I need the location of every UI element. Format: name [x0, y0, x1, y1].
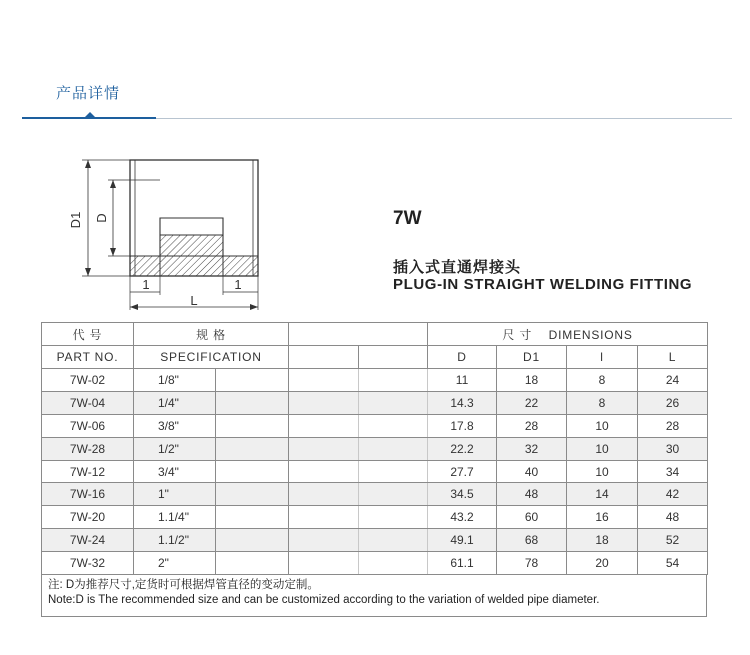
spec-cell: 2" [134, 552, 216, 575]
blank-cell [289, 506, 359, 529]
blank-cell [359, 552, 428, 575]
table-row [42, 369, 708, 392]
d1-cell: 22 [497, 391, 567, 414]
spec-blank-cell [216, 414, 289, 437]
blank-cell [359, 391, 428, 414]
part-no-cell: 7W-16 [42, 483, 134, 506]
table-row [42, 552, 708, 575]
spec-cell: 1/8" [134, 369, 216, 392]
spec-cell: 3/4" [134, 460, 216, 483]
spec-blank-cell [216, 529, 289, 552]
dimension-l-small-right-label: 1 [234, 277, 242, 292]
spec-cell: 1/2" [134, 437, 216, 460]
spec-blank-cell [216, 506, 289, 529]
blank-cell [359, 529, 428, 552]
spec-blank-cell [216, 483, 289, 506]
blank-cell [359, 369, 428, 392]
header-dimensions [428, 323, 708, 346]
header-part-no: PART NO. [42, 346, 134, 369]
header-blank-2 [359, 346, 428, 369]
header-code-cn: 代 号 [42, 323, 134, 346]
part-no-cell: 7W-32 [42, 552, 134, 575]
blank-cell [359, 506, 428, 529]
l-small-cell: 10 [567, 414, 638, 437]
l-cell: 54 [638, 552, 708, 575]
table-row [42, 529, 708, 552]
tab-underline-accent [22, 117, 156, 119]
table-row [42, 414, 708, 437]
spec-cell: 1/4" [134, 391, 216, 414]
dimension-l-small-label: 1 [142, 277, 150, 292]
spec-blank-cell [216, 460, 289, 483]
blank-cell [289, 414, 359, 437]
section-tab-label[interactable]: 产品详情 [56, 84, 121, 102]
fitting-drawing [60, 150, 270, 315]
product-code: 7W [393, 208, 422, 229]
spec-cell: 1.1/2" [134, 529, 216, 552]
part-no-cell: 7W-24 [42, 529, 134, 552]
l-small-cell: 16 [567, 506, 638, 529]
table-row [42, 483, 708, 506]
l-small-cell: 8 [567, 391, 638, 414]
d1-cell: 40 [497, 460, 567, 483]
fitting-section-hatch [130, 235, 258, 276]
l-small-cell: 8 [567, 369, 638, 392]
header-spec-cn: 规 格 [134, 323, 289, 346]
l-small-cell: 14 [567, 483, 638, 506]
d1-cell: 60 [497, 506, 567, 529]
l-small-cell: 10 [567, 437, 638, 460]
part-no-cell: 7W-20 [42, 506, 134, 529]
l-cell: 52 [638, 529, 708, 552]
part-no-cell: 7W-12 [42, 460, 134, 483]
d-cell: 61.1 [428, 552, 497, 575]
part-no-cell: 7W-04 [42, 391, 134, 414]
spec-blank-cell [216, 391, 289, 414]
spec-table [41, 322, 708, 575]
table-row [42, 506, 708, 529]
d1-cell: 28 [497, 414, 567, 437]
header-blank-1 [289, 346, 359, 369]
l-cell: 28 [638, 414, 708, 437]
product-name-cn: 插入式直通焊接头 [393, 259, 522, 276]
d1-cell: 68 [497, 529, 567, 552]
header-dims-cn: 尺 寸 [502, 327, 533, 342]
table-row [42, 460, 708, 483]
spec-cell: 1" [134, 483, 216, 506]
blank-cell [289, 552, 359, 575]
part-no-cell: 7W-06 [42, 414, 134, 437]
blank-cell [359, 414, 428, 437]
table-header-row-cn [42, 323, 708, 346]
d-cell: 27.7 [428, 460, 497, 483]
d-cell: 14.3 [428, 391, 497, 414]
d1-cell: 32 [497, 437, 567, 460]
header-col-l: L [638, 346, 708, 369]
d-cell: 22.2 [428, 437, 497, 460]
l-small-cell: 20 [567, 552, 638, 575]
l-small-cell: 10 [567, 460, 638, 483]
table-header-row-en [42, 346, 708, 369]
d1-cell: 78 [497, 552, 567, 575]
header-col-d1: D1 [497, 346, 567, 369]
dimension-d1-label: D1 [68, 211, 83, 229]
l-cell: 26 [638, 391, 708, 414]
spec-blank-cell [216, 552, 289, 575]
product-name-en: PLUG-IN STRAIGHT WELDING FITTING [393, 276, 693, 293]
header-col-d: D [428, 346, 497, 369]
table-note [41, 574, 707, 617]
d1-cell: 18 [497, 369, 567, 392]
part-no-cell: 7W-28 [42, 437, 134, 460]
blank-cell [289, 369, 359, 392]
l-small-cell: 18 [567, 529, 638, 552]
blank-cell [289, 529, 359, 552]
d-cell: 17.8 [428, 414, 497, 437]
d1-cell: 48 [497, 483, 567, 506]
dimension-l-label: L [190, 293, 198, 308]
blank-cell [359, 437, 428, 460]
d-cell: 34.5 [428, 483, 497, 506]
blank-cell [289, 483, 359, 506]
l-cell: 48 [638, 506, 708, 529]
header-dims-en: DIMENSIONS [548, 327, 633, 342]
spec-cell: 1.1/4" [134, 506, 216, 529]
note-cn: 注: D为推荐尺寸,定货时可根据焊管直径的变动定制。 [48, 579, 319, 591]
header-col-l-small: l [567, 346, 638, 369]
spec-blank-cell [216, 437, 289, 460]
d-cell: 49.1 [428, 529, 497, 552]
dimension-d-label: D [94, 213, 109, 223]
tab-caret-icon [85, 112, 95, 117]
blank-cell [289, 437, 359, 460]
blank-cell [359, 483, 428, 506]
header-specification: SPECIFICATION [134, 346, 289, 369]
spec-cell: 3/8" [134, 414, 216, 437]
part-no-cell: 7W-02 [42, 369, 134, 392]
table-row [42, 437, 708, 460]
d-cell: 43.2 [428, 506, 497, 529]
l-cell: 24 [638, 369, 708, 392]
d-cell: 11 [428, 369, 497, 392]
dimension-d [108, 180, 160, 256]
l-cell: 42 [638, 483, 708, 506]
blank-cell [359, 460, 428, 483]
l-cell: 34 [638, 460, 708, 483]
spec-blank-cell [216, 369, 289, 392]
blank-cell [289, 460, 359, 483]
blank-cell [289, 391, 359, 414]
note-en: Note:D is The recommended size and can be customized according to the variation of welded pipe diameter. [48, 594, 600, 606]
table-row [42, 391, 708, 414]
header-blank [289, 323, 428, 346]
l-cell: 30 [638, 437, 708, 460]
